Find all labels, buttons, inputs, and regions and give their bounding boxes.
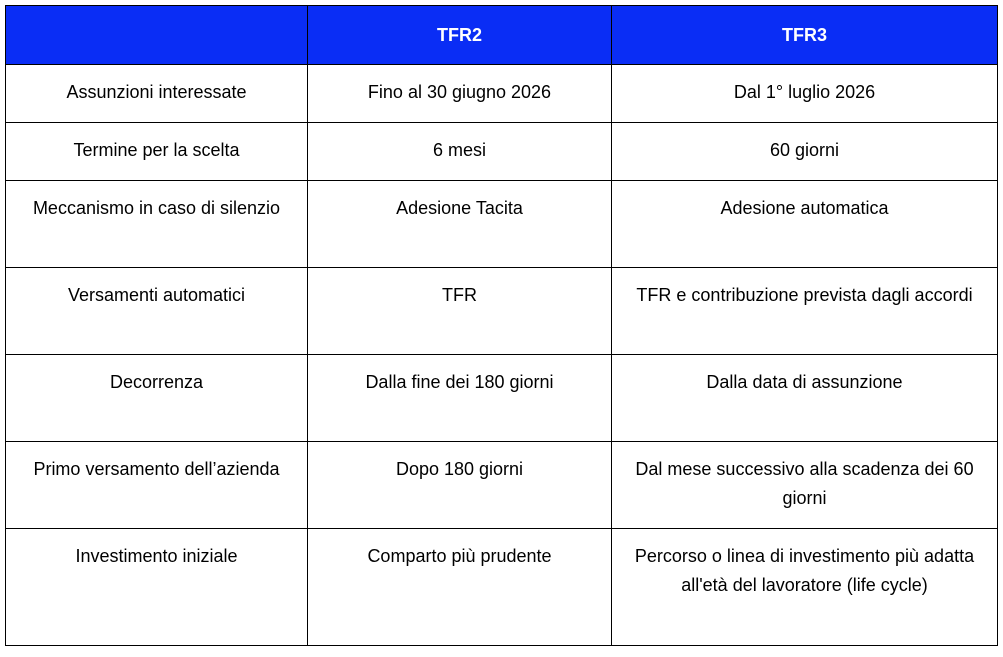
row-label: Termine per la scelta — [6, 123, 308, 181]
table-row — [6, 268, 998, 355]
table-row — [6, 65, 998, 123]
tfr3-cell: Dal mese successivo alla scadenza dei 60 giorni — [612, 442, 998, 529]
tfr3-cell: Dalla data di assunzione — [612, 355, 998, 442]
header-tfr2: TFR2 — [308, 6, 612, 65]
row-label: Versamenti automatici — [6, 268, 308, 355]
header-row — [6, 6, 998, 65]
tfr2-cell: TFR — [308, 268, 612, 355]
tfr3-cell: 60 giorni — [612, 123, 998, 181]
table-row — [6, 529, 998, 646]
tfr2-cell: Dopo 180 giorni — [308, 442, 612, 529]
tfr3-cell: Percorso o linea di investimento più adatta all'età del lavoratore (life cycle) — [612, 529, 998, 646]
row-label: Decorrenza — [6, 355, 308, 442]
row-label: Primo versamento dell’azienda — [6, 442, 308, 529]
table-row — [6, 123, 998, 181]
row-label: Investimento iniziale — [6, 529, 308, 646]
tfr2-cell: 6 mesi — [308, 123, 612, 181]
tfr2-cell: Fino al 30 giugno 2026 — [308, 65, 612, 123]
table-row — [6, 355, 998, 442]
tfr2-cell: Adesione Tacita — [308, 181, 612, 268]
comparison-table — [5, 5, 998, 646]
header-tfr3: TFR3 — [612, 6, 998, 65]
table-row — [6, 181, 998, 268]
tfr2-cell: Comparto più prudente — [308, 529, 612, 646]
row-label: Meccanismo in caso di silenzio — [6, 181, 308, 268]
tfr2-cell: Dalla fine dei 180 giorni — [308, 355, 612, 442]
tfr3-cell: TFR e contribuzione prevista dagli accordi — [612, 268, 998, 355]
tfr3-cell: Dal 1° luglio 2026 — [612, 65, 998, 123]
tfr3-cell: Adesione automatica — [612, 181, 998, 268]
row-label: Assunzioni interessate — [6, 65, 308, 123]
table-row — [6, 442, 998, 529]
header-blank-cell — [6, 6, 308, 65]
